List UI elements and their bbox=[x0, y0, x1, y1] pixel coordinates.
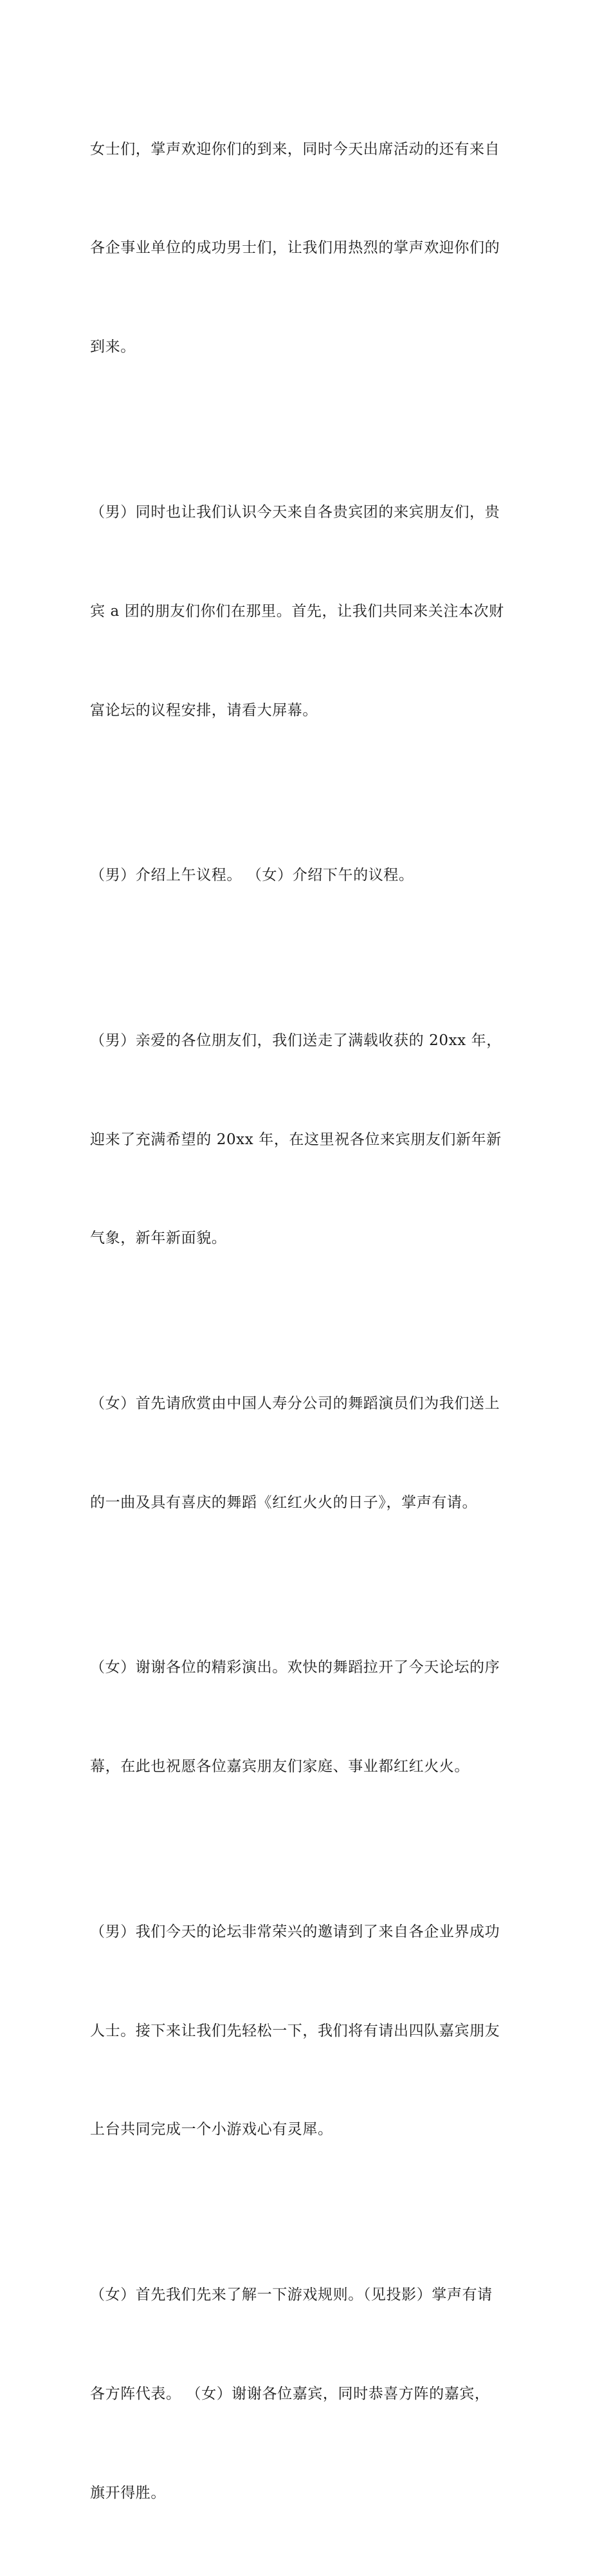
text-line: 各企事业单位的成功男士们，让我们用热烈的掌声欢迎你们的 bbox=[90, 239, 500, 257]
paragraph-3 bbox=[90, 793, 527, 958]
paragraph-1 bbox=[90, 67, 527, 430]
text-line: （女）首先我们先来了解一下游戏规则。（见投影）掌声有请 bbox=[90, 2286, 493, 2303]
text-line: 幕，在此也祝愿各位嘉宾朋友们家庭、事业都红红火火。 bbox=[90, 1758, 470, 1775]
document-body bbox=[90, 67, 527, 2576]
text-line: 的一曲及具有喜庆的舞蹈《红红火火的日子》，掌声有请。 bbox=[90, 1494, 478, 1511]
text-line: （男）亲爱的各位朋友们，我们送走了满载收获的 20xx 年， bbox=[90, 1032, 502, 1049]
text-line: （男）我们今天的论坛非常荣兴的邀请到了来自各企业界成功 bbox=[90, 1923, 500, 1940]
text-line: （男）介绍上午议程。 （女）介绍下午的议程。 bbox=[90, 867, 414, 884]
text-line: （女）谢谢各位的精彩演出。欢快的舞蹈拉开了今天论坛的序 bbox=[90, 1659, 500, 1676]
paragraph-2 bbox=[90, 430, 527, 793]
text-line: 迎来了充满希望的 20xx 年，在这里祝各位来宾朋友们新年新 bbox=[90, 1131, 502, 1148]
text-line: 到来。 bbox=[90, 338, 136, 356]
text-line: 旗开得胜。 bbox=[90, 2484, 166, 2501]
paragraph-7 bbox=[90, 1849, 527, 2212]
text-line: 人士。接下来让我们先轻松一下，我们将有请出四队嘉宾朋友 bbox=[90, 2022, 500, 2039]
text-line: （男）同时也让我们认识今天来自各贵宾团的来宾朋友们，贵 bbox=[90, 503, 500, 521]
paragraph-4 bbox=[90, 958, 527, 1321]
text-line: 富论坛的议程安排，请看大屏幕。 bbox=[90, 701, 318, 719]
text-line: 上台共同完成一个小游戏心有灵犀。 bbox=[90, 2121, 333, 2138]
paragraph-6 bbox=[90, 1586, 527, 1849]
text-line: 女士们，掌声欢迎你们的到来，同时今天出席活动的还有来自 bbox=[90, 140, 500, 158]
text-line: （女）首先请欣赏由中国人寿分公司的舞蹈演员们为我们送上 bbox=[90, 1395, 500, 1412]
text-line: 气象，新年新面貌。 bbox=[90, 1230, 227, 1247]
text-line: 各方阵代表。 （女）谢谢各位嘉宾，同时恭喜方阵的嘉宾， bbox=[90, 2385, 490, 2402]
paragraph-5 bbox=[90, 1321, 527, 1585]
text-line: 宾 a 团的朋友们你们在那里。首先，让我们共同来关注本次财 bbox=[90, 602, 504, 620]
paragraph-8 bbox=[90, 2212, 527, 2575]
